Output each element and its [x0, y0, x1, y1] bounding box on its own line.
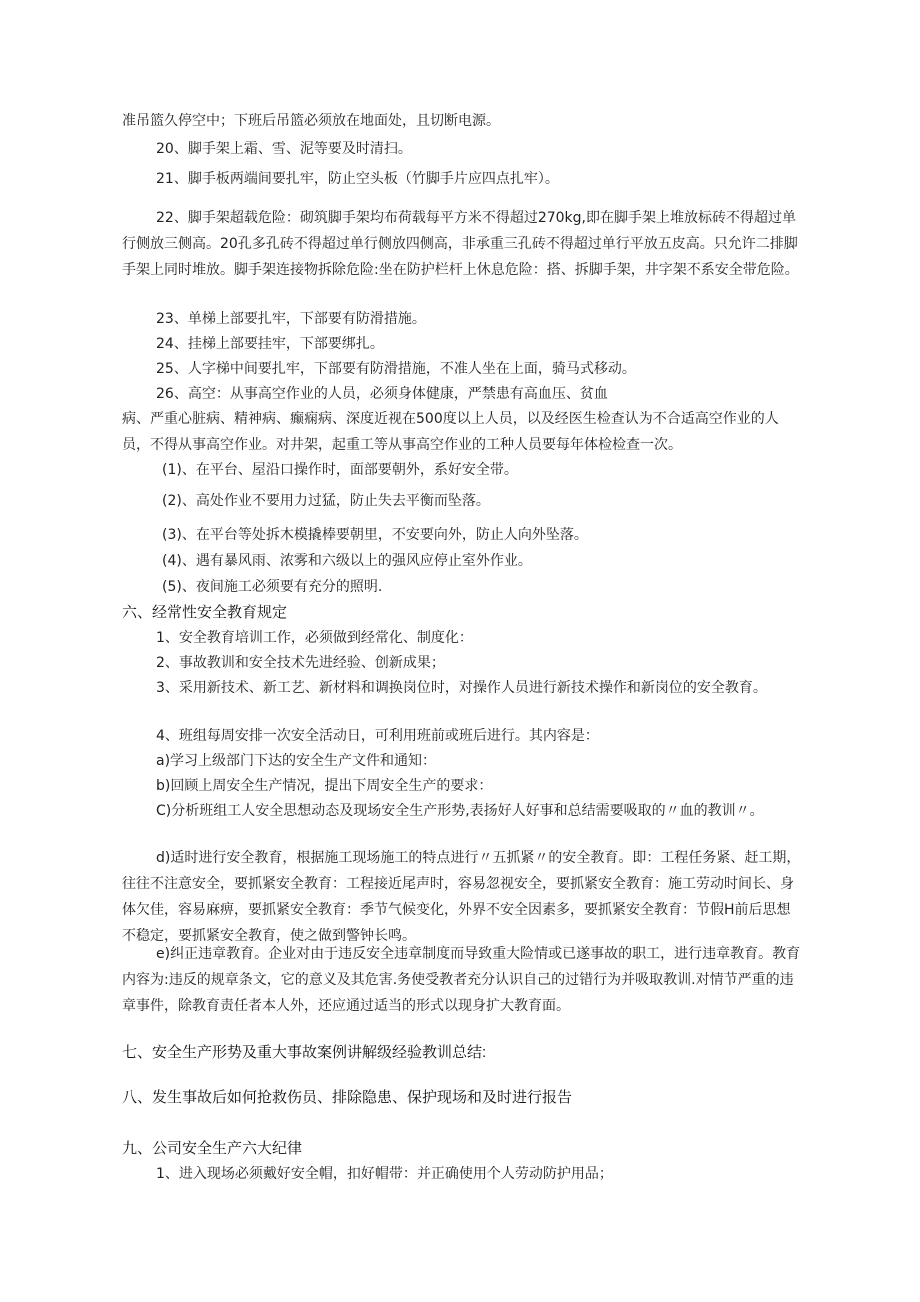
list-item-20: 20、脚手架上霜、雪、泥等要及时清扫。 [156, 141, 412, 157]
education-item-4: 4、班组每周安排一次安全活动日，可利用班前或班后进行。其内容是： [156, 728, 599, 744]
list-item-26-first-line: 26、高空：从事高空作业的人员，必须身体健康，严禁患有高血压、贫血 [156, 386, 608, 402]
list-item-21: 21、脚手板两端间要扎牢，防止空头板（竹脚手片应四点扎牢）。 [156, 171, 559, 187]
section-heading-8: 八、发生事故后如何抢救伤员、排除隐患、保护现场和及时进行报告 [122, 1089, 573, 1106]
sub-item-2: (2)、高处作业不要用力过猛，防止失去平衡而坠落。 [162, 493, 490, 509]
list-item-25: 25、人字梯中间要扎牢，下部要有防滑措施，不准人坐在上面，骑马式移动。 [156, 361, 636, 377]
sub-item-5: (5)、夜间施工必须要有充分的照明. [162, 579, 383, 595]
discipline-item-1: 1、进入现场必须戴好安全帽，扣好帽带：并正确使用个人劳动防护用品； [156, 1166, 613, 1182]
section-heading-6: 六、经常性安全教育规定 [122, 604, 288, 621]
education-item-d: d)适时进行安全教育，根据施工现场施工的特点进行〃五抓紧〃的安全教育。即：工程任务紧、赶工期，往往不注意安全，要抓紧安全教育：工程接近尾声时，容易忽视安全，要抓紧安全教育：施工劳动时间长、身体欠佳，容易麻痹，要抓紧安全教育：季节气候变化，外界不安全因素多，要抓紧安全教育：节假H前后思想不稳定，要抓紧安全教育，使之做到警钟长鸣。 [122, 850, 801, 944]
list-item-26-continuation: 病、严重心脏病、精神病、癫痫病、深度近视在500度以上人员，以及经医生检查认为不合适高空作业的人员，不得从事高空作业。对井架，起重工等从事高空作业的工种人员要每年体检检查一次。 [122, 411, 779, 453]
education-item-e: e)纠正违章教育。企业对由于违反安全违章制度而导致重大险情或已遂事故的职工，进行违章教育。教育内容为:违反的规章条文，它的意义及其危害.务使受教者充分认识自己的过错行为并吸取教训.对情节严重的违章事件，除教育责任者本人外，还应通过适当的形式以现身扩大教育面。 [122, 946, 801, 1014]
education-item-1: 1、安全教育培训工作，必须做到经常化、制度化： [156, 630, 473, 646]
paragraph: 准吊篮久停空中；下班后吊篮必须放在地面处，且切断电源。 [122, 113, 500, 129]
sub-item-4: (4)、遇有暴风雨、浓雾和六级以上的强风应停止室外作业。 [162, 553, 532, 569]
sub-item-1: (1)、在平台、屋沿口操作时，面部要朝外，系好安全带。 [162, 462, 518, 478]
section-heading-9: 九、公司安全生产六大纪律 [122, 1140, 303, 1157]
education-item-3: 3、采用新技术、新工艺、新材料和调换岗位时，对操作人员进行新技术操作和新岗位的安全教育。 [156, 680, 767, 696]
education-item-a: a)学习上级部门下达的安全生产文件和通知： [156, 753, 437, 769]
list-item-24: 24、挂梯上部要挂牢，下部要绑扎。 [156, 336, 384, 352]
education-item-c: C)分析班组工人安全思想动态及现场安全生产形势,表扬好人好事和总结需要吸取的〃血的教训〃。 [156, 803, 764, 819]
section-heading-7: 七、安全生产形势及重大事故案例讲解级经验教训总结: [122, 1044, 487, 1061]
list-item-22: 22、脚手架超载危险：砌筑脚手架均布荷载每平方米不得超过270kg,即在脚手架上堆放标砖不得超过单行侧放三侧高。20孔多孔砖不得超过单行侧放四侧高，非承重三孔砖不得超过单行平放五皮高。只允许二排脚手架上同时堆放。脚手架连接物拆除危险:坐在防护栏杆上休息危险：搭、拆脚手架，井字架不系安全带危险。 [122, 210, 799, 278]
sub-item-3: (3)、在平台等处拆木模撬棒要朝里，不安要向外，防止人向外坠落。 [162, 527, 588, 543]
list-item-23: 23、单梯上部要扎牢，下部要有防滑措施。 [156, 311, 426, 327]
education-item-b: b)回顾上周安全生产情况，提出下周安全生产的要求： [156, 778, 493, 794]
education-item-2: 2、事故教训和安全技术先进经验、创新成果； [156, 655, 445, 671]
